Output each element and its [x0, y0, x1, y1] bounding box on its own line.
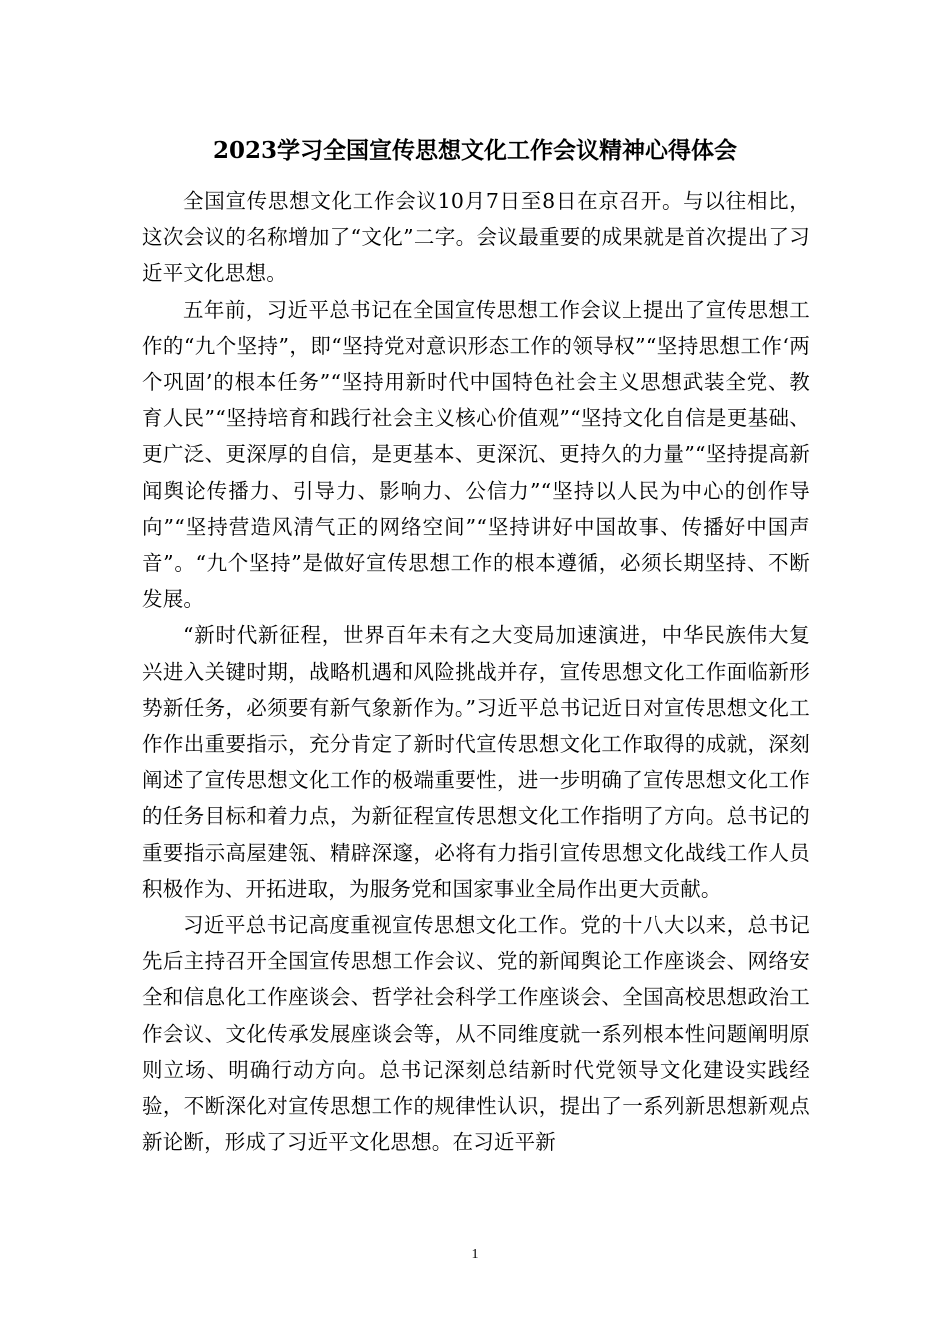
document-body — [142, 183, 810, 1160]
paragraph-1: 全国宣传思想文化工作会议10月7日至8日在京召开。与以往相比，这次会议的名称增加了“文化”二字。会议最重要的成果就是首次提出了习近平文化思想。 — [142, 189, 810, 286]
paragraph-3: “新时代新征程，世界百年未有之大变局加速演进，中华民族伟大复兴进入关键时期，战略机遇和风险挑战并存，宣传思想文化工作面临新形势新任务，必须要有新气象新作为。”习近平总书记近日对宣传思想文化工作作出重要指示，充分肯定了新时代宣传思想文化工作取得的成就，深刻阐述了宣传思想文化工作的极端重要性，进一步明确了宣传思想文化工作的任务目标和着力点，为新征程宣传思想文化工作指明了方向。总书记的重要指示高屋建瓴、精辟深邃，必将有力指引宣传思想文化战线工作人员积极作为、开拓进取，为服务党和国家事业全局作出更大贡献。 — [142, 623, 810, 901]
paragraph-2: 五年前，习近平总书记在全国宣传思想工作会议上提出了宣传思想工作的“九个坚持”，即“坚持党对意识形态工作的领导权”“坚持思想工作‘两个巩固’的根本任务”“坚持用新时代中国特色社会主义思想武装全党、教育人民”“坚持培育和践行社会主义核心价值观”“坚持文化自信是更基础、更广泛、更深厚的自信，是更基本、更深沉、更持久的力量”“坚持提高新闻舆论传播力、引导力、影响力、公信力”“坚持以人民为中心的创作导向”“坚持营造风清气正的网络空间”“坚持讲好中国故事、传播好中国声音”。“九个坚持”是做好宣传思想工作的根本遵循，必须长期坚持、不断发展。 — [142, 297, 810, 612]
paragraph-4: 习近平总书记高度重视宣传思想文化工作。党的十八大以来，总书记先后主持召开全国宣传思想工作会议、党的新闻舆论工作座谈会、网络安全和信息化工作座谈会、哲学社会科学工作座谈会、全国高校思想政治工作会议、文化传承发展座谈会等，从不同维度就一系列根本性问题阐明原则立场、明确行动方向。总书记深刻总结新时代党领导文化建设实践经验，不断深化对宣传思想工作的规律性认识，提出了一系列新思想新观点新论断，形成了习近平文化思想。在习近平新 — [142, 913, 810, 1155]
document-title: 2023学习全国宣传思想文化工作会议精神心得体会 — [212, 137, 737, 164]
page-number: 1 — [471, 1247, 479, 1262]
